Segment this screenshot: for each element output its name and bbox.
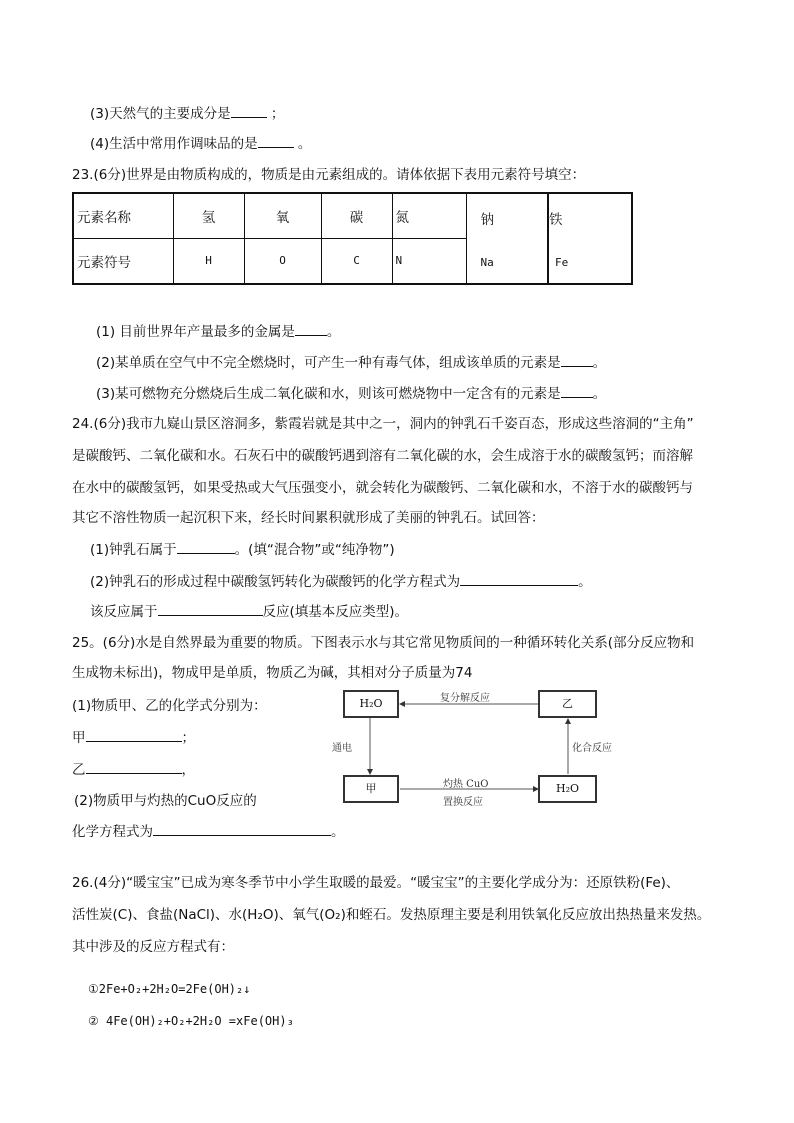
q26-eq2: ② 4Fe(OH)₂+O₂+2H₂O =xFe(OH)₃ <box>88 1014 294 1028</box>
element-symbol: H <box>173 238 244 284</box>
q23-item3-text: (3)某可燃物充分燃烧后生成二氧化碳和水，则该可燃烧物中一定含有的元素是 <box>96 386 561 402</box>
answer-blank[interactable] <box>460 572 578 586</box>
q24-item2-text: (2)钟乳石的形成过程中碳酸氢钙转化为碳酸钙的化学方程式为 <box>90 574 461 590</box>
element-name: 氮 <box>392 193 466 238</box>
q26-p2: 活性炭(C)、食盐(NaCl)、水(H₂O)、氧气(O₂)和蛭石。发热原理主要是利用铁氧化反应放出热热量来发热。 <box>72 907 711 923</box>
punct: 。 <box>592 355 607 371</box>
q24-item2b-hint: 反应(填基本反应类型)。 <box>262 604 409 620</box>
punct: 。 <box>326 324 341 340</box>
q24-p1: 24.(6分)我市九嶷山景区溶洞多，紫霞岩就是其中之一，洞内的钟乳石千姿百态，形成这些溶洞的“主角” <box>72 416 694 432</box>
answer-blank[interactable] <box>177 540 235 554</box>
q25-item2b <box>72 822 345 841</box>
q25-item1: (1)物质甲、乙的化学式分别为： <box>72 698 267 714</box>
box-jia: 甲 <box>343 775 399 803</box>
q24-item2 <box>90 572 592 591</box>
answer-blank[interactable] <box>561 384 593 398</box>
label-combination: 化合反应 <box>572 743 612 754</box>
q25-p1: 25。(6分)水是自然界最为重要的物质。下图表示水与其它常见物质间的一种循环转化关系(部分反应物和 <box>72 635 695 651</box>
label-displacement: 置换反应 <box>443 797 483 808</box>
q24-p4: 其它不溶性物质一起沉积下来，经长时间累积就形成了美丽的钟乳石。试回答： <box>72 510 545 526</box>
jia-label: 甲 <box>72 730 86 746</box>
q24-item1-text: (1)钟乳石属于 <box>90 542 177 558</box>
row-label-symbol: 元素符号 <box>73 238 173 284</box>
q25-yi <box>72 760 195 779</box>
q22-item3 <box>90 104 284 123</box>
q23-item1 <box>96 322 340 341</box>
q25-p2: 生成物未标出)，物成甲是单质，物质乙为碱，其相对分子质量为74 <box>72 665 473 681</box>
q23-intro: 23.(6分)世界是由物质构成的，物质是由元素组成的。请体依据下表用元素符号填空： <box>72 167 586 183</box>
element-name: 氧 <box>244 193 321 238</box>
answer-blank[interactable] <box>561 353 593 367</box>
yi-label: 乙 <box>72 762 86 778</box>
q25-jia <box>72 728 195 747</box>
punct: 。 <box>592 386 607 402</box>
answer-blank[interactable] <box>231 104 267 118</box>
q26-p3: 其中涉及的反应方程式有： <box>72 939 234 955</box>
q24-item1 <box>90 540 395 559</box>
q22-item4-text: (4)生活中常用作调味品的是 <box>90 136 258 152</box>
punct: ， <box>181 762 195 778</box>
punct: 。 <box>297 136 312 152</box>
element-name: 碳 <box>321 193 392 238</box>
punct: ； <box>270 106 285 122</box>
label-hot-cuo: 灼热 CuO <box>443 779 489 790</box>
element-symbol: N <box>392 238 466 284</box>
answer-blank[interactable] <box>158 602 263 616</box>
q24-p2: 是碳酸钙、二氧化碳和水。石灰石中的碳酸钙遇到溶有二氧化碳的水，会生成溶于水的碳酸氢钙；而溶解 <box>72 448 693 464</box>
q23-item1-text: (1) 目前世界年产量最多的金属是 <box>96 324 295 340</box>
q26-p1: 26.(4分)“暖宝宝”已成为寒冬季节中小学生取暖的最爱。“暖宝宝”的主要化学成分为：还原铁粉(Fe)、 <box>72 875 680 891</box>
q22-item3-text: (3)天然气的主要成分是 <box>90 106 231 122</box>
label-electrolysis: 通电 <box>332 743 352 754</box>
box-h2o-top: H₂O <box>343 690 399 718</box>
element-cell-fe <box>548 193 632 284</box>
element-symbol: O <box>244 238 321 284</box>
q23-item2-text: (2)某单质在空气中不完全燃烧时，可产生一种有毒气体，组成该单质的元素是 <box>96 355 561 371</box>
q24-item2b <box>90 602 408 621</box>
element-name: 氢 <box>173 193 244 238</box>
element-table <box>72 192 633 285</box>
q23-item2 <box>96 353 606 372</box>
q25-item2: (2)物质甲与灼热的CuO反应的 <box>74 793 257 809</box>
answer-blank[interactable] <box>258 134 294 148</box>
label-double-decomposition: 复分解反应 <box>440 693 490 704</box>
answer-blank[interactable] <box>86 760 182 774</box>
q24-p3: 在水中的碳酸氢钙，如果受热或大气压强变小，就会转化为碳酸钙、二氧化碳和水，不溶于水的碳酸钙与 <box>72 480 693 496</box>
element-cell-na <box>466 193 548 284</box>
punct: ； <box>181 730 195 746</box>
punct: 。 <box>331 824 345 840</box>
box-yi: 乙 <box>538 690 597 718</box>
element-name: 铁 <box>549 212 563 228</box>
element-symbol: Na <box>480 256 494 269</box>
q23-item3 <box>96 384 606 403</box>
punct: 。 <box>578 574 592 590</box>
element-symbol: C <box>321 238 392 284</box>
element-symbol: Fe <box>555 256 569 269</box>
element-name: 钠 <box>480 212 494 228</box>
answer-blank[interactable] <box>295 322 327 336</box>
row-label-name: 元素名称 <box>73 193 173 238</box>
q22-item4 <box>90 134 311 153</box>
q25-item2b-text: 化学方程式为 <box>72 824 153 840</box>
box-h2o-bottom: H₂O <box>538 775 597 803</box>
q24-item2b-text: 该反应属于 <box>90 604 158 620</box>
q26-eq1: ①2Fe+O₂+2H₂O=2Fe(OH)₂↓ <box>88 982 251 996</box>
answer-blank[interactable] <box>86 728 182 742</box>
answer-blank[interactable] <box>153 822 331 836</box>
water-cycle-diagram <box>330 686 630 816</box>
q24-item1-hint: 。(填“混合物”或“纯净物”) <box>234 542 395 558</box>
